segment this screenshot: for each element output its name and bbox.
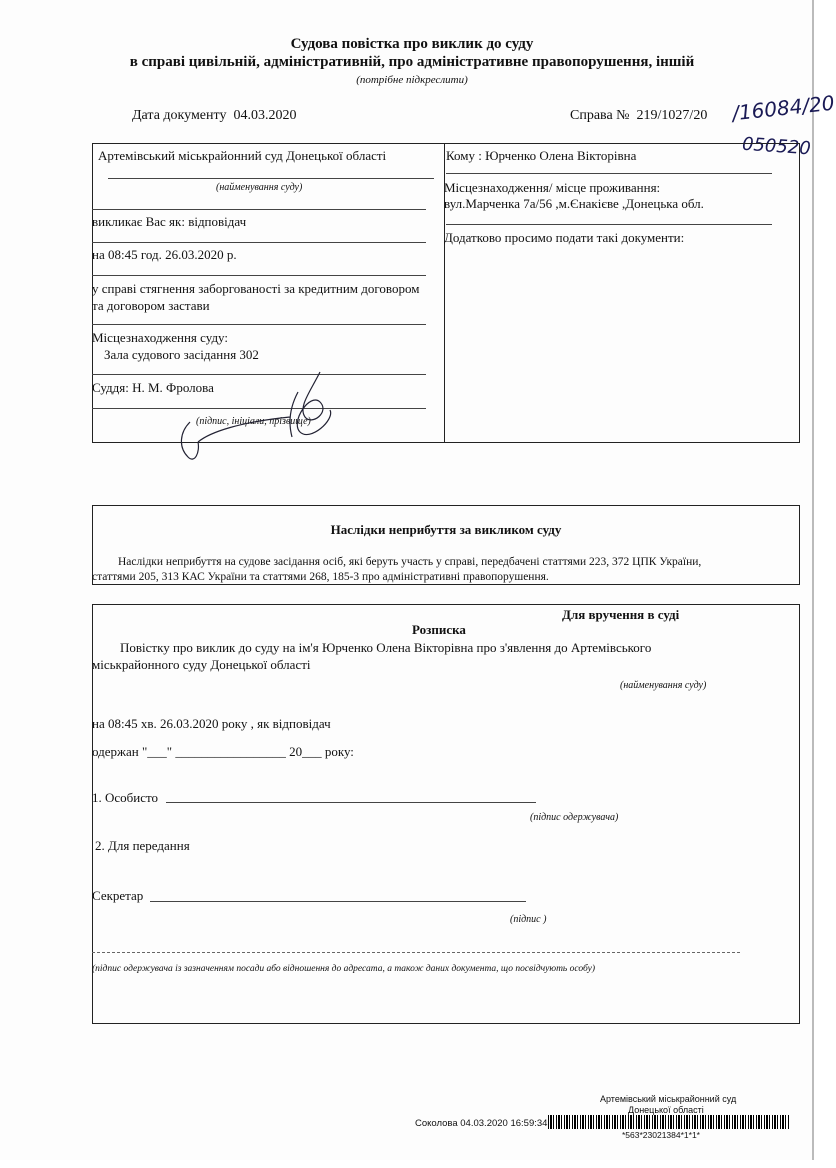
- court-name-note: (найменування суду): [216, 182, 303, 193]
- case-number-label: Справа №: [570, 108, 630, 123]
- recipient-sign-note: (підпис одержувача): [530, 812, 619, 823]
- footer-court-line-2: Донецької області: [628, 1105, 704, 1115]
- case-number: [570, 108, 707, 124]
- hearing-time: на 08:45 год. 26.03.2020 р.: [92, 247, 237, 262]
- footer-stamp: Соколова 04.03.2020 16:59:34: [415, 1118, 548, 1129]
- receipt-time-line: на 08:45 хв. 26.03.2020 року , як відповідач: [92, 716, 331, 731]
- divider-line: [446, 224, 772, 225]
- title-line-2: в справі цивільній, адміністративній, про адміністративне правопорушення, іншій: [129, 54, 695, 70]
- document-date-label: Дата документу: [132, 108, 227, 123]
- divider-line: [446, 173, 772, 174]
- case-subject-line-1: у справі стягнення заборгованості за кредитним договором: [92, 281, 420, 296]
- divider-line: [92, 275, 426, 276]
- divider-line: [92, 209, 426, 210]
- signature-line: [166, 802, 536, 803]
- for-transfer-label: 2. Для передання: [95, 838, 190, 853]
- consequences-text-line-2: статтями 205, 313 КАС України та статтями 268, 185-3 про адміністративні правопорушення.: [92, 571, 549, 583]
- divider-line: [92, 242, 426, 243]
- court-location-label: Місцезнаходження суду:: [92, 330, 228, 345]
- bottom-note: (підпис одержувача із зазначенням посади або відношення до адресата, а також даних документа, що посвідчують особу): [92, 964, 596, 974]
- signature-line: [92, 952, 740, 953]
- address: вул.Марченка 7а/56 ,м.Єнакієве ,Донецька обл.: [444, 196, 704, 211]
- judge-name: Суддя: Н. М. Фролова: [92, 380, 214, 395]
- signature-note: (підпис, ініціали, прізвище): [196, 416, 311, 427]
- barcode-text: *563*23021384*1*1*: [622, 1130, 700, 1140]
- subtitle-note: (потрібне підкреслити): [356, 74, 468, 86]
- recipient: Кому : Юрченко Олена Вікторівна: [446, 148, 637, 163]
- receipt-title: Розписка: [412, 622, 466, 637]
- receipt-text-line-2: міськрайонного суду Донецької області: [92, 657, 311, 672]
- divider-line: [108, 178, 434, 179]
- consequences-title: Наслідки неприбуття за викликом суду: [330, 522, 562, 537]
- documents-request: Додатково просимо подати такі документи:: [444, 230, 685, 245]
- barcode: [548, 1115, 790, 1129]
- delivery-label: Для вручення в суді: [562, 607, 680, 622]
- secretary-label: Секретар: [92, 888, 144, 903]
- handwritten-date: 050520: [741, 133, 812, 160]
- judge-signature: [170, 362, 360, 472]
- document-date: [132, 108, 296, 124]
- secretary-sign-note: (підпис ): [510, 914, 547, 925]
- case-number-value: 219/1027/20: [636, 108, 708, 123]
- consequences-text-line-1: Наслідки неприбуття на судове засідання осіб, які беруть участь у справі, передбачені статтями 223, 372 ЦПК України,: [118, 556, 702, 568]
- signature-line: [150, 901, 526, 902]
- court-location: Зала судового засідання 302: [104, 347, 259, 362]
- summoned-as: викликає Вас як: відповідач: [92, 214, 247, 229]
- received-line: одержан "___" _________________ 20___ року:: [92, 744, 354, 759]
- footer-court-line-1: Артемівський міськрайонний суд: [600, 1094, 737, 1104]
- divider-line: [92, 324, 426, 325]
- personally-label: 1. Особисто: [92, 790, 159, 805]
- court-name: Артемівський міськрайонний суд Донецької області: [98, 148, 387, 163]
- document-date-value: 04.03.2020: [233, 108, 297, 123]
- receipt-text-line-1: Повістку про виклик до суду на ім'я Юрченко Олена Вікторівна про з'явлення до Артемівського: [120, 640, 652, 655]
- case-subject-line-2: та договором застави: [92, 298, 210, 313]
- receipt-court-note: (найменування суду): [620, 680, 707, 691]
- handwritten-case-suffix: /16084/20: [731, 90, 836, 126]
- address-label: Місцезнаходження/ місце проживання:: [444, 180, 661, 195]
- title-line-1: Судова повістка про виклик до суду: [290, 36, 534, 52]
